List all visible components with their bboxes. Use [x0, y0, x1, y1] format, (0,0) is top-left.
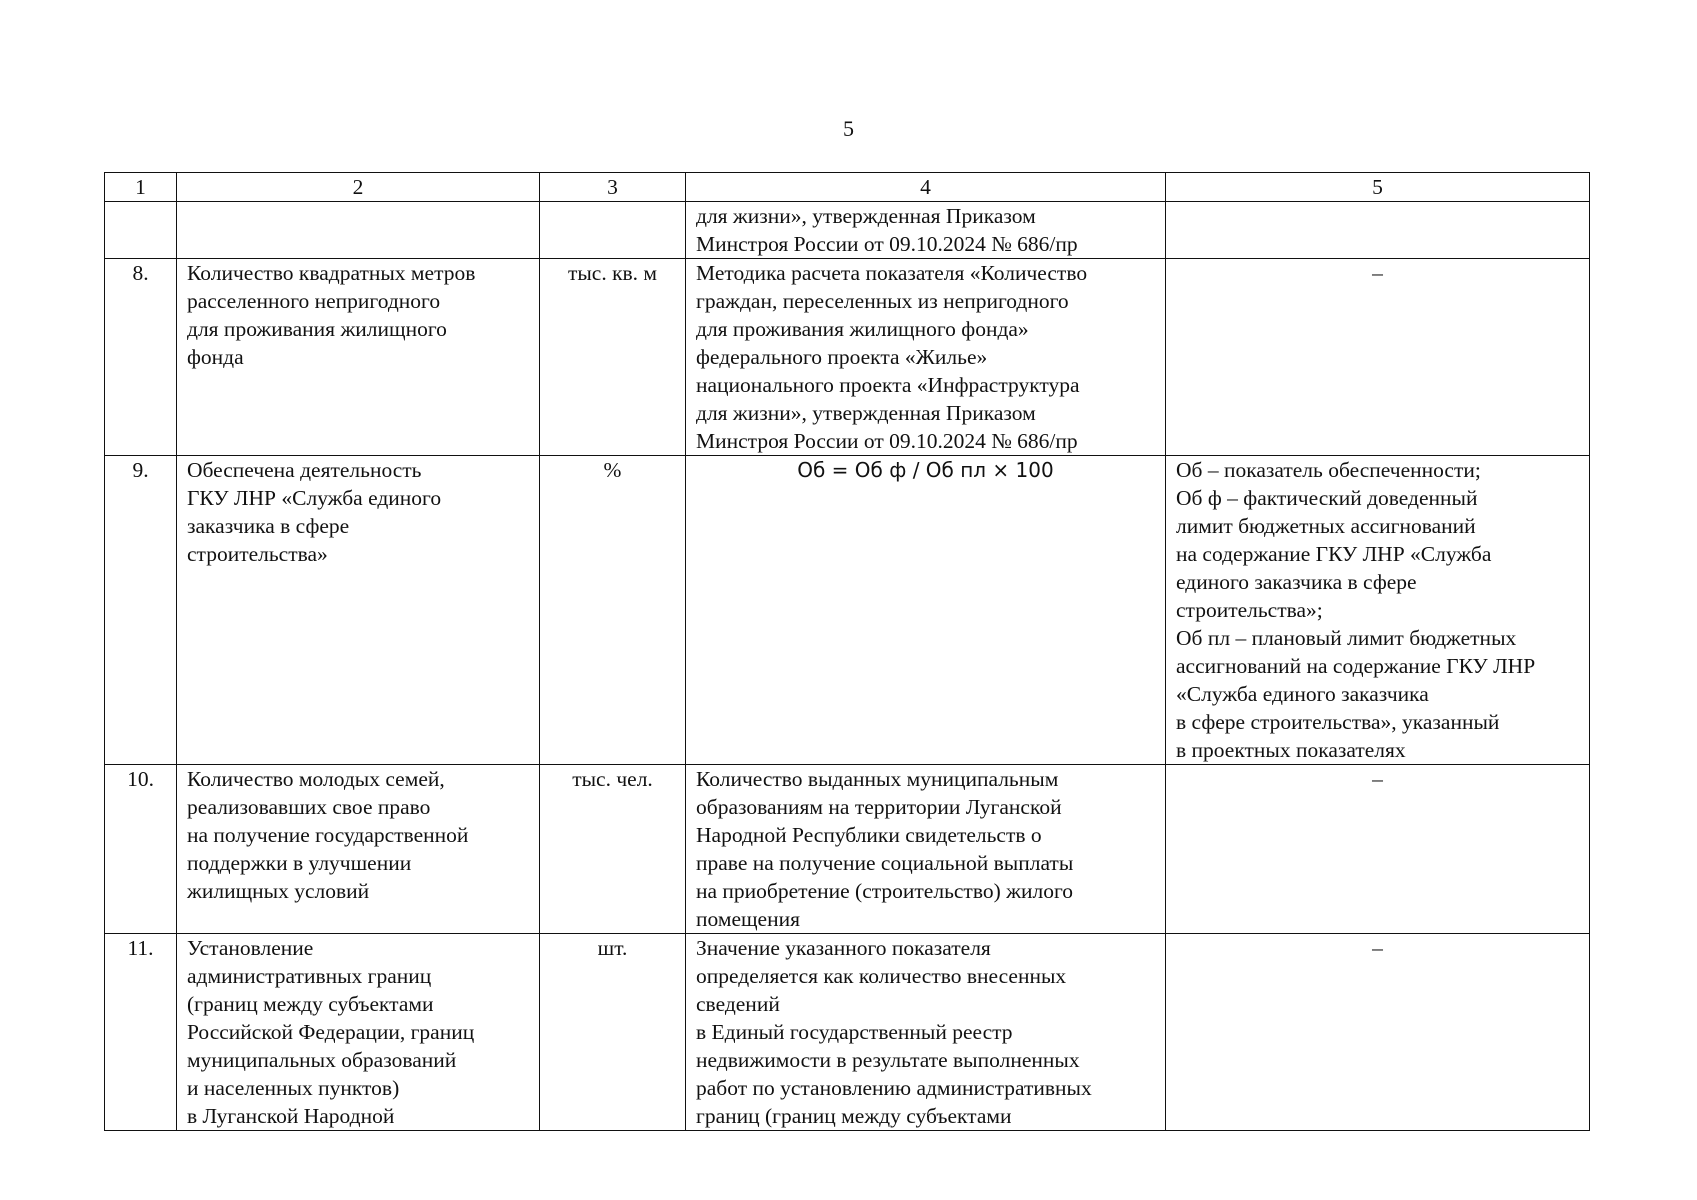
table-row	[105, 202, 1590, 259]
unit-cell: шт.	[540, 934, 686, 1131]
notes-cell: –	[1166, 259, 1590, 456]
method-cell: для жизни», утвержденная Приказом Минстроя России от 09.10.2024 № 686/пр	[686, 202, 1166, 259]
unit-cell: %	[540, 456, 686, 765]
notes-cell: –	[1166, 934, 1590, 1131]
indicators-table	[104, 172, 1590, 1131]
column-header-1: 1	[105, 173, 177, 202]
notes-cell: Об – показатель обеспеченности; Об ф – фактический доведенный лимит бюджетных ассигнований на содержание ГКУ ЛНР «Служба единого заказчика в сфере строительства»; Об пл – плановый лимит бюджетных ассигнований на содержание ГКУ ЛНР «Служба единого заказчика в сфере строительства», указанный в проектных показателях	[1166, 456, 1590, 765]
method-cell: Методика расчета показателя «Количество граждан, переселенных из непригодного для проживания жилищного фонда» федерального проекта «Жилье» национального проекта «Инфраструктура для жизни», утвержденная Приказом Минстроя России от 09.10.2024 № 686/пр	[686, 259, 1166, 456]
notes-cell: –	[1166, 765, 1590, 934]
indicator-name-cell: Установление административных границ (границ между субъектами Российской Федерации, границ муниципальных образований и населенных пунктов) в Луганской Народной	[177, 934, 540, 1131]
row-number-cell: 9.	[105, 456, 177, 765]
indicator-name-cell: Количество квадратных метров расселенного непригодного для проживания жилищного фонда	[177, 259, 540, 456]
indicator-name-cell	[177, 202, 540, 259]
column-header-3: 3	[540, 173, 686, 202]
table-row	[105, 934, 1590, 1131]
column-header-2: 2	[177, 173, 540, 202]
unit-cell: тыс. кв. м	[540, 259, 686, 456]
row-number-cell: 10.	[105, 765, 177, 934]
method-cell: Значение указанного показателя определяется как количество внесенных сведений в Единый государственный реестр недвижимости в результате выполненных работ по установлению административных границ (границ между субъектами	[686, 934, 1166, 1131]
column-header-5: 5	[1166, 173, 1590, 202]
indicator-name-cell: Обеспечена деятельность ГКУ ЛНР «Служба единого заказчика в сфере строительства»	[177, 456, 540, 765]
indicator-name-cell: Количество молодых семей, реализовавших свое право на получение государственной поддержки в улучшении жилищных условий	[177, 765, 540, 934]
column-header-4: 4	[686, 173, 1166, 202]
table-row	[105, 259, 1590, 456]
table-header-row	[105, 173, 1590, 202]
row-number-cell: 8.	[105, 259, 177, 456]
row-number-cell	[105, 202, 177, 259]
notes-cell	[1166, 202, 1590, 259]
unit-cell	[540, 202, 686, 259]
table-row	[105, 765, 1590, 934]
unit-cell: тыс. чел.	[540, 765, 686, 934]
page-number: 5	[843, 116, 854, 141]
row-number-cell: 11.	[105, 934, 177, 1131]
method-cell: Количество выданных муниципальным образованиям на территории Луганской Народной Республики свидетельств о праве на получение социальной выплаты на приобретение (строительство) жилого помещения	[686, 765, 1166, 934]
table-row	[105, 456, 1590, 765]
formula-cell: Об = Об ф / Об пл × 100	[686, 456, 1166, 765]
